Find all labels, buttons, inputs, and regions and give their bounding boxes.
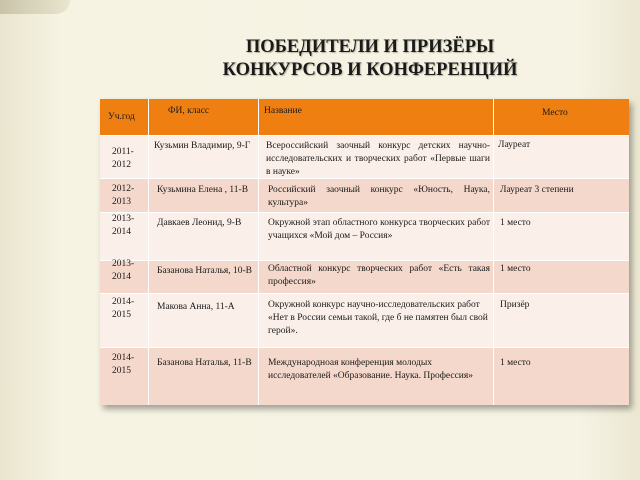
cell-place: Лауреат 3 степени <box>500 185 574 195</box>
cell-year: 2012-2013 <box>112 184 135 207</box>
corner-decoration <box>0 0 70 14</box>
cell-year: 2013-2014 <box>112 259 135 282</box>
cell-place: 1 место <box>500 358 531 368</box>
cell-name: Базанова Наталья, 10-В <box>157 266 253 276</box>
row-divider <box>100 347 629 348</box>
header-title: Название <box>264 106 302 116</box>
row-divider <box>100 260 629 261</box>
header-place: Место <box>542 108 568 118</box>
column-divider <box>258 99 259 405</box>
title-line-1: ПОБЕДИТЕЛИ И ПРИЗЁРЫ <box>245 37 495 57</box>
cell-year: 2013-2014 <box>112 214 135 237</box>
row-divider <box>100 178 629 179</box>
cell-name: Кузьмина Елена , 11-В <box>157 185 249 195</box>
title-line-2: КОНКУРСОВ И КОНФЕРЕНЦИЙ <box>222 60 518 80</box>
page-title <box>180 36 560 82</box>
cell-title: Окружной этап областного конкурса творческих работ учащихся «Мой дом – Россия» <box>268 218 490 241</box>
cell-place: Лауреат <box>498 140 531 150</box>
row-divider <box>100 212 629 213</box>
cell-place: Призёр <box>500 300 530 310</box>
row-divider <box>100 293 629 294</box>
winners-table <box>100 99 629 405</box>
cell-title: Областной конкурс творческих работ «Есть такая профессия» <box>268 264 490 287</box>
cell-title: Международноая конференция молодых исследователей «Образование. Наука. Профессия» <box>268 358 474 381</box>
header-name: ФИ, класс <box>168 106 210 116</box>
cell-year: 2011-2012 <box>112 147 134 170</box>
cell-title: Окружной конкурс научно-исследовательских работ «Нет в России семьи такой, где б не памятен был свой герой». <box>268 300 488 336</box>
cell-year: 2014-2015 <box>112 353 135 376</box>
cell-title: Российский заочный конкурс «Юность, Наука, культура» <box>268 185 490 208</box>
column-divider <box>148 99 149 405</box>
cell-name: Давкаев Леонид, 9-В <box>157 218 242 228</box>
cell-name: Базанова Наталья, 11-В <box>157 358 252 368</box>
header-year: Уч.год <box>108 112 135 122</box>
cell-name: Макова Анна, 11-А <box>157 302 235 312</box>
column-divider <box>493 99 494 405</box>
cell-place: 1 место <box>500 264 531 274</box>
row-divider <box>100 135 629 136</box>
cell-place: 1 место <box>500 218 531 228</box>
cell-title: Всероссийский заочный конкурс детских научно-исследовательских и творческих работ «Первые шаги в науке» <box>266 141 490 177</box>
cell-year: 2014-2015 <box>112 297 135 320</box>
cell-name: Кузьмин Владимир, 9-Г <box>154 141 251 151</box>
